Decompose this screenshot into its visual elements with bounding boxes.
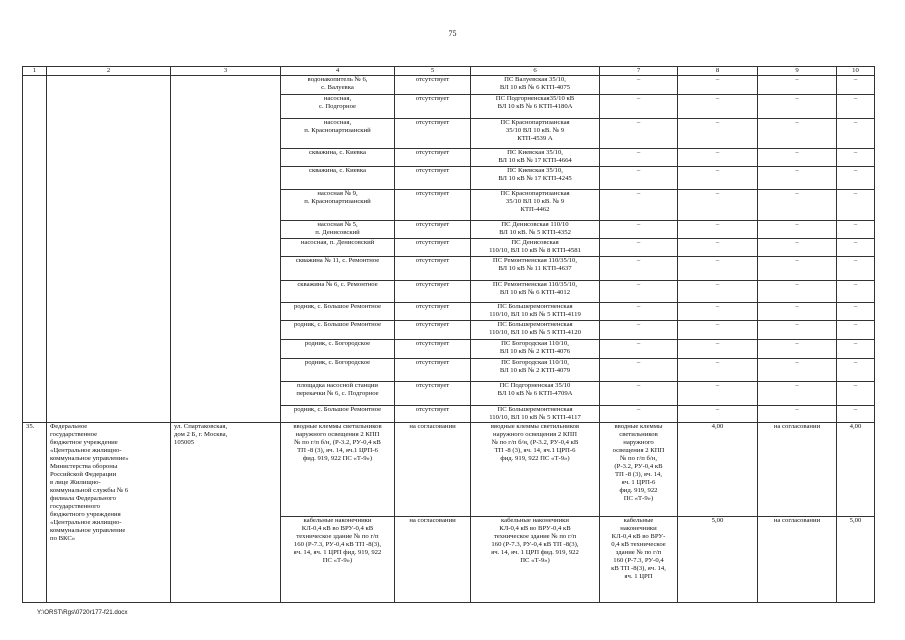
cell-col-7: – [600, 76, 678, 95]
cell-col-7: – [600, 149, 678, 167]
cell-col-10: – [837, 303, 875, 321]
cell-col-6: ПС Ремонтненская 110/35/10, ВЛ 10 кВ № 11 КТП-4637 [471, 256, 600, 280]
cell-col-8: – [678, 303, 758, 321]
cell-col-5: отсутствует [395, 149, 471, 167]
page-number: 75 [448, 29, 457, 38]
cell-col-9: – [758, 256, 837, 280]
cell-col-5: отсутствует [395, 382, 471, 405]
cell-col-3-empty [171, 76, 281, 423]
cell-col-9: – [758, 238, 837, 256]
column-header-2: 2 [47, 67, 171, 76]
cell-col-5: отсутствует [395, 76, 471, 95]
cell-col-6: ПС Киевская 35/10, ВЛ 10 кВ № 17 КТП-4245 [471, 167, 600, 190]
cell-col-5: отсутствует [395, 256, 471, 280]
cell-col-8: – [678, 281, 758, 303]
cell-col-9: – [758, 95, 837, 118]
cell-col-8: – [678, 220, 758, 238]
cell-col-5: на согласовании [395, 517, 471, 603]
cell-col-10: – [837, 238, 875, 256]
cell-col-6: ПС Подгорненская35/10 кВ ВЛ 10 кВ № 6 КТП-4180А [471, 95, 600, 118]
cell-col-4: насосная № 9, п. Краснопартизанский [281, 190, 395, 221]
cell-col-6: ПС Богородская 110/10, ВЛ 10 кВ № 2 КТП-4076 [471, 340, 600, 359]
cell-col-8: – [678, 256, 758, 280]
cell-col-6: вводные клеммы светильников наружного освещения 2 КПП № по г/п б/н, (Р-3.2, РУ-0,4 кВ ТП -8 (3), яч. 14, яч.1 ЦРП-6 фид. 919, 922 ПС «Т-9») [471, 423, 600, 517]
cell-col-4: родник, с. Большое Ремонтное [281, 405, 395, 423]
cell-col-9: – [758, 167, 837, 190]
cell-col-1: 35. [23, 423, 47, 603]
cell-col-8: – [678, 190, 758, 221]
cell-col-9: – [758, 303, 837, 321]
cell-col-4: родник, с. Богородское [281, 359, 395, 382]
cell-col-5: отсутствует [395, 220, 471, 238]
cell-col-6: ПС Краснопартизанская 35/10 ВЛ 10 кВ. № 9 КТП-4539 А [471, 118, 600, 149]
cell-col-10: 5,00 [837, 517, 875, 603]
cell-col-5: отсутствует [395, 405, 471, 423]
cell-col-9: – [758, 382, 837, 405]
cell-col-7: – [600, 95, 678, 118]
cell-col-10: – [837, 76, 875, 95]
cell-col-5: отсутствует [395, 238, 471, 256]
cell-col-10: – [837, 340, 875, 359]
cell-col-8: – [678, 405, 758, 423]
cell-col-9: – [758, 149, 837, 167]
cell-col-9: – [758, 76, 837, 95]
cell-col-4: водонакопитель № 6, с. Валуевка [281, 76, 395, 95]
cell-col-7: вводные клеммы светильников наружного освещения 2 КПП № по г/п б/н, (Р-3.2, РУ-0,4 кВ ТП -8 (3), яч. 14, яч. 1 ЦРП-6 фид. 919, 922 ПС «Т-9») [600, 423, 678, 517]
cell-col-8: 5,00 [678, 517, 758, 603]
cell-col-7: – [600, 118, 678, 149]
cell-col-7: – [600, 359, 678, 382]
cell-col-4: скважина, с. Киевка [281, 149, 395, 167]
cell-col-7: – [600, 281, 678, 303]
cell-col-9: – [758, 340, 837, 359]
cell-col-9: – [758, 118, 837, 149]
cell-col-10: – [837, 149, 875, 167]
cell-col-10: – [837, 118, 875, 149]
cell-col-8: – [678, 359, 758, 382]
cell-col-5: отсутствует [395, 321, 471, 340]
cell-col-8: – [678, 76, 758, 95]
cell-col-7: – [600, 405, 678, 423]
cell-col-10: 4,00 [837, 423, 875, 517]
cell-col-7: – [600, 382, 678, 405]
cell-col-10: – [837, 382, 875, 405]
column-header-7: 7 [600, 67, 678, 76]
column-header-4: 4 [281, 67, 395, 76]
cell-col-9: – [758, 281, 837, 303]
cell-col-10: – [837, 256, 875, 280]
cell-col-8: – [678, 321, 758, 340]
column-header-10: 10 [837, 67, 875, 76]
cell-col-4: насосная, п. Денисовский [281, 238, 395, 256]
cell-col-10: – [837, 405, 875, 423]
cell-col-4: вводные клеммы светильников наружного освещения 2 КПП № по г/п б/н, (Р-3.2, РУ-0,4 кВ ТП -8 (3), яч. 14, яч.1 ЦРП-6 фид. 919, 922 ПС «Т-9») [281, 423, 395, 517]
cell-col-8: – [678, 340, 758, 359]
header-row [23, 67, 875, 76]
cell-col-5: отсутствует [395, 359, 471, 382]
cell-col-8: – [678, 149, 758, 167]
cell-col-7: – [600, 190, 678, 221]
cell-col-8: – [678, 382, 758, 405]
cell-col-9: – [758, 321, 837, 340]
column-header-5: 5 [395, 67, 471, 76]
cell-col-7: – [600, 303, 678, 321]
cell-col-8: – [678, 118, 758, 149]
cell-col-2: Федеральное государственное бюджетное учреждение «Центральное жилищно- коммунальное управление» Министерства обороны Российской Федерации в лице Жилищно- коммунальной службы № 6 филиала Федерального государственного бюджетного учреждения «Центральное жилищно- коммунальное управление по ВКС» [47, 423, 171, 603]
cell-col-5: на согласовании [395, 423, 471, 517]
cell-col-2-empty [47, 76, 171, 423]
cell-col-10: – [837, 281, 875, 303]
footer-file-path: Y:\ORST\Rgs\0720r177-f21.docx [37, 609, 128, 616]
column-header-6: 6 [471, 67, 600, 76]
cell-col-5: отсутствует [395, 95, 471, 118]
cell-col-4: кабельные наконечники КЛ-0,4 кВ во ВРУ-0,4 кВ техническое здание № по г/п 160 (Р-7.3, РУ-0,4 кВ ТП -8(3), яч. 14, яч. 1 ЦРП фид. 919, 922 ПС «Т-9») [281, 517, 395, 603]
data-table [22, 66, 875, 603]
cell-col-5: отсутствует [395, 281, 471, 303]
cell-col-9: – [758, 359, 837, 382]
cell-col-6: ПС Ремонтненская 110/35/10, ВЛ 10 кВ № 6 КТП-4012 [471, 281, 600, 303]
cell-col-8: 4,00 [678, 423, 758, 517]
cell-col-6: ПС Большеремонтненская 110/10, ВЛ 10 кВ № 5 КТП-4120 [471, 321, 600, 340]
cell-col-5: отсутствует [395, 303, 471, 321]
cell-col-10: – [837, 359, 875, 382]
cell-col-8: – [678, 95, 758, 118]
cell-col-3: ул. Спартаковская, дом 2 Б, г. Москва, 105005 [171, 423, 281, 603]
cell-col-7: кабельные наконечники КЛ-0,4 кВ во ВРУ- 0,4 кВ техническое здание № по г/п 160 (Р-7.3, РУ-0,4 кВ ТП -8(3), яч. 14, яч. 1 ЦРП [600, 517, 678, 603]
cell-col-7: – [600, 340, 678, 359]
cell-col-6: ПС Богородская 110/10, ВЛ 10 кВ № 2 КТП-4079 [471, 359, 600, 382]
cell-col-9: – [758, 190, 837, 221]
cell-col-5: отсутствует [395, 190, 471, 221]
cell-col-9: на согласовании [758, 517, 837, 603]
cell-col-4: скважина № 6, с. Ремонтное [281, 281, 395, 303]
cell-col-4: насосная № 5, п. Денисовский [281, 220, 395, 238]
cell-col-6: ПС Денисовская 110/10, ВЛ 10 кВ № 8 КТП-4581 [471, 238, 600, 256]
cell-col-6: ПС Краснопартизанская 35/10 ВЛ 10 кВ. № 9 КТП-4462 [471, 190, 600, 221]
cell-col-6: ПС Денисовская 110/10 ВЛ 10 кВ. № 5 КТП-4352 [471, 220, 600, 238]
cell-col-6: ПС Валуевская 35/10, ВЛ 10 кВ № 6 КТП-4075 [471, 76, 600, 95]
cell-col-7: – [600, 167, 678, 190]
cell-col-4: скважина, с. Киевка [281, 167, 395, 190]
cell-col-4: родник, с. Богородское [281, 340, 395, 359]
cell-col-6: ПС Большеремонтненская 110/10, ВЛ 10 кВ № 5 КТП-4119 [471, 303, 600, 321]
cell-col-6: ПС Подгорненская 35/10 ВЛ 10 кВ № 6 КТП-4709А [471, 382, 600, 405]
cell-col-7: – [600, 321, 678, 340]
cell-col-10: – [837, 190, 875, 221]
column-header-1: 1 [23, 67, 47, 76]
cell-col-4: родник, с. Большое Ремонтное [281, 321, 395, 340]
cell-col-4: скважина № 11, с. Ремонтное [281, 256, 395, 280]
column-header-8: 8 [678, 67, 758, 76]
column-header-9: 9 [758, 67, 837, 76]
cell-col-8: – [678, 238, 758, 256]
cell-col-7: – [600, 256, 678, 280]
cell-col-10: – [837, 95, 875, 118]
cell-col-9: – [758, 220, 837, 238]
cell-col-6: кабельные наконечники КЛ-0,4 кВ во ВРУ-0,4 кВ техническое здание № по г/п 160 (Р-7.3, РУ-0,4 кВ ТП -8(3), яч. 14, яч. 1 ЦРП фид. 919, 922 ПС «Т-9») [471, 517, 600, 603]
cell-col-5: отсутствует [395, 167, 471, 190]
cell-col-7: – [600, 220, 678, 238]
cell-col-4: насосная, п. Краснопартизанский [281, 118, 395, 149]
cell-col-4: площадка насосной станции перекачки № 6, с. Подгорное [281, 382, 395, 405]
cell-col-5: отсутствует [395, 118, 471, 149]
cell-col-1-empty [23, 76, 47, 423]
cell-col-5: отсутствует [395, 340, 471, 359]
cell-col-10: – [837, 220, 875, 238]
cell-col-6: ПС Большеремонтненская 110/10, ВЛ 10 кВ № 5 КТП-4117 [471, 405, 600, 423]
cell-col-8: – [678, 167, 758, 190]
cell-col-9: – [758, 405, 837, 423]
cell-col-7: – [600, 238, 678, 256]
table-row [23, 76, 875, 95]
table-row [23, 423, 875, 517]
cell-col-10: – [837, 167, 875, 190]
cell-col-4: родник, с. Большое Ремонтное [281, 303, 395, 321]
column-header-3: 3 [171, 67, 281, 76]
cell-col-4: насосная, с. Подгорное [281, 95, 395, 118]
cell-col-9: на согласовании [758, 423, 837, 517]
cell-col-10: – [837, 321, 875, 340]
cell-col-6: ПС Киевская 35/10, ВЛ 10 кВ № 17 КТП-4664 [471, 149, 600, 167]
